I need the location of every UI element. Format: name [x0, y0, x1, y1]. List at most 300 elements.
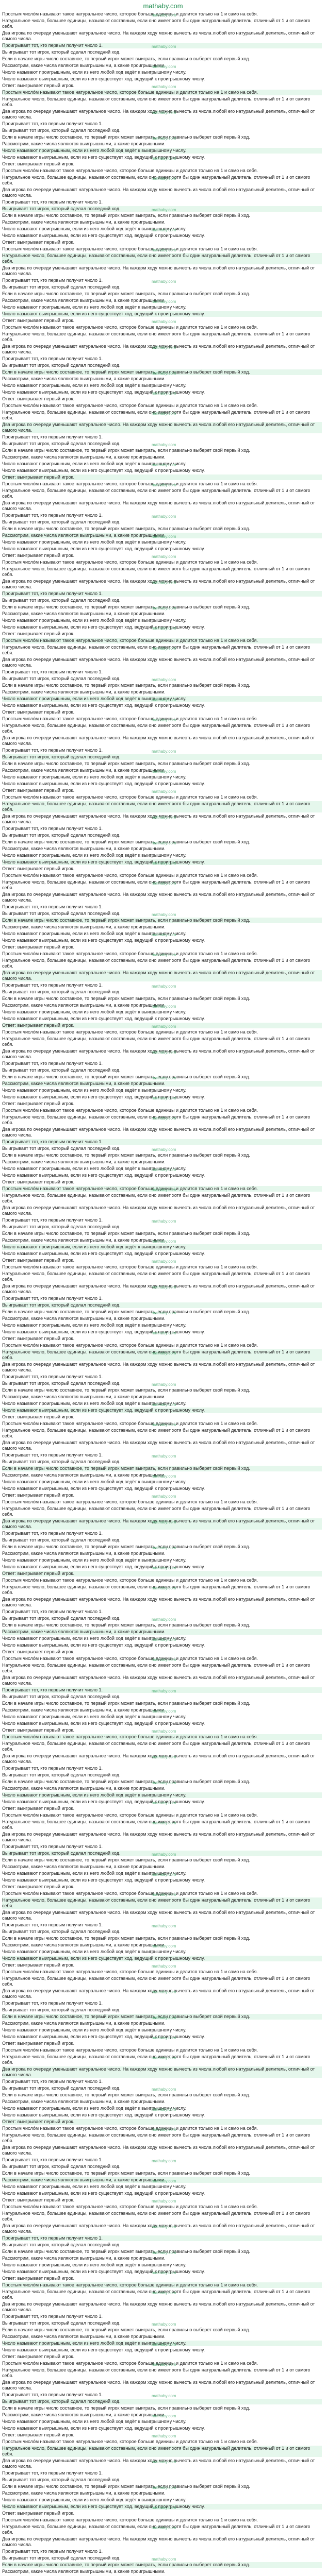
paragraph: Выигрывает тот игрок, который сделал последний ход.: [2, 2399, 322, 2404]
paragraph: Число называют проигрышным, если из него любой ход ведёт к выигрышному числу.: [2, 1557, 187, 1563]
paragraph: Натуральное число, большее единицы, называют составным, если оно имеет хотя бы один натуральный делитель, отличный от 1 и от самого себя.: [2, 566, 311, 577]
paragraph: Простым число́м называют такое натуральное число, которое больше единицы и делится только на 1 и само на себя.: [2, 1969, 258, 1974]
paragraph: Выигрывает тот игрок, который сделал последний ход. mathaby.com: [2, 206, 322, 212]
paragraph: Если в начале игры число составное, то первый игрок может выиграть, если правильно выберет свой первый ход.: [2, 996, 250, 1001]
paragraph: Простым число́м называют такое натуральное число, которое больше единицы и делится только на 1 и само на себя.: [2, 1578, 258, 1583]
paragraph: Ответ: выигрывает первый игрок.: [2, 631, 75, 636]
paragraph: Рассмотрим, какие числа являются выигрышными, а какие проигрышными.: [2, 2099, 166, 2104]
paragraph: Ответ: выигрывает первый игрок. mathaby.com: [2, 1727, 322, 1733]
paragraph: Выигрывает тот игрок, который сделал последний ход.: [2, 284, 121, 290]
paragraph: Натуральное число, большее единицы, называют составным, если оно имеет хотя бы один натуральный делитель, отличный от 1 и от самого себя.: [2, 1741, 311, 1752]
paragraph: Выигрывает тот игрок, который сделал последний ход.: [2, 1537, 121, 1543]
paragraph: Если в начале игры число составное, то первый игрок может выиграть, если правильно выберет свой первый ход.: [2, 1466, 322, 1471]
paragraph: Ответ: выигрывает первый игрок.: [2, 1571, 322, 1577]
paragraph: Ответ: выигрывает первый игрок.: [2, 1336, 75, 1341]
paragraph: Проигрывает тот, кто первым получит число 1.: [2, 1766, 103, 1771]
paragraph: Проигрывает тот, кто первым получит число 1.: [2, 591, 322, 597]
paragraph: Число называют проигрышным, если из него любой ход ведёт к выигрышному числу. mathaby.com: [2, 931, 322, 937]
paragraph: Натуральное число, большее единицы, называют составным, если оно имеет хотя бы один натуральный делитель, отличный от 1 и от самого себя.: [2, 2446, 322, 2457]
paragraph: Если в начале игры число составное, то первый игрок может выиграть, если правильно выберет свой первый ход.: [2, 213, 250, 218]
paragraph: Число называют проигрышным, если из него любой ход ведёт к выигрышному числу.: [2, 1792, 322, 1798]
paragraph: Число называют проигрышным, если из него любой ход ведёт к выигрышному числу.: [2, 1244, 322, 1250]
paragraph: Если в начале игры число составное, то первый игрок может выиграть, если правильно выберет свой первый ход.: [2, 1701, 250, 1706]
paragraph: Число называют выигрышным, если из него существует ход, ведущий к проигрышному числу. mathaby.com: [2, 155, 322, 160]
paragraph: Ответ: выигрывает первый игрок.: [2, 2276, 75, 2281]
paragraph: Рассмотрим, какие числа являются выигрышными, а какие проигрышными. mathaby.com: [2, 1942, 322, 1948]
paragraph: Число называют проигрышным, если из него любой ход ведёт к выигрышному числу.: [2, 383, 187, 388]
paragraph: Простым число́м называют такое натуральное число, которое больше единицы и делится только на 1 и само на себя.: [2, 1343, 258, 1348]
paragraph: Число называют проигрышным, если из него любой ход ведёт к выигрышному числу.: [2, 2184, 187, 2189]
paragraph: Простым число́м называют такое натуральное число, которое больше единицы и делится только на 1 и само на себя.: [2, 638, 322, 643]
paragraph: Выигрывает тот игрок, который сделал последний ход.: [2, 519, 121, 524]
paragraph: Натуральное число, большее единицы, называют составным, если оно имеет хотя бы один натуральный делитель, отличный от 1 и от самого себя.: [2, 1271, 311, 1282]
paragraph: Проигрывает тот, кто первым получит число 1. mathaby.com: [2, 513, 322, 518]
paragraph: Рассмотрим, какие числа являются выигрышными, а какие проигрышными.: [2, 1864, 166, 1869]
paragraph: Число называют проигрышным, если из него любой ход ведёт к выигрышному числу. mathaby.com: [2, 1401, 322, 1406]
paragraph: Простым число́м называют такое натуральное число, которое больше единицы и делится только на 1 и само на себя. mathaby.com: [2, 951, 322, 957]
paragraph: Если в начале игры число составное, то первый игрок может выиграть, если правильно выберет свой первый ход. mathaby.com: [2, 2484, 322, 2489]
paragraph: Ответ: выигрывает первый игрок.: [2, 161, 75, 166]
paragraph: Выигрывает тот игрок, который сделал последний ход.: [2, 1772, 121, 1777]
paragraph: Два игрока по очереди уменьшают натуральное число. На каждом ходу можно вычесть из числа любой его натуральный делитель, отличный от самого числа.: [2, 422, 322, 433]
paragraph: Число называют проигрышным, если из него любой ход ведёт к выигрышному числу. mathaby.com: [2, 1871, 322, 1876]
paragraph: Число называют выигрышным, если из него существует ход, ведущий к проигрышному числу.: [2, 2191, 205, 2196]
paragraph: Проигрывает тот, кто первым получит число 1.: [2, 1139, 322, 1145]
paragraph: Два игрока по очереди уменьшают натуральное число. На каждом ходу можно вычесть из числа любой его натуральный делитель, отличный от самого числа.: [2, 2536, 315, 2547]
paragraph: Натуральное число, большее единицы, называют составным, если оно имеет хотя бы один натуральный делитель, отличный от 1 и от самого себя.: [2, 1663, 311, 1673]
paragraph: Число называют выигрышным, если из него существует ход, ведущий к проигрышному числу.: [2, 1251, 205, 1256]
paragraph: Число называют выигрышным, если из него существует ход, ведущий к проигрышному числу.: [2, 546, 205, 551]
paragraph: Ответ: выигрывает первый игрок.: [2, 1649, 75, 1654]
paragraph: Два игрока по очереди уменьшают натуральное число. На каждом ходу можно вычесть из числа любой его натуральный делитель, отличный от самого числа. mathaby.com: [2, 109, 322, 120]
paragraph: Рассмотрим, какие числа являются выигрышными, а какие проигрышными.: [2, 1159, 166, 1164]
paragraph: Выигрывает тот игрок, который сделал последний ход. mathaby.com: [2, 1616, 322, 1621]
paragraph: Выигрывает тот игрок, который сделал последний ход.: [2, 2164, 121, 2169]
paragraph: Выигрывает тот игрок, который сделал последний ход.: [2, 2477, 121, 2482]
paragraph: Если в начале игры число составное, то первый игрок может выиграть, если правильно выберет свой первый ход.: [2, 1387, 250, 1393]
paragraph: Натуральное число, большее единицы, называют составным, если оно имеет хотя бы один натуральный делитель, отличный от 1 и от самого себя.: [2, 1506, 311, 1517]
paragraph: Число называют выигрышным, если из него существует ход, ведущий к проигрышному числу. mathaby.com: [2, 2034, 322, 2040]
paragraph: Выигрывает тот игрок, который сделал последний ход. mathaby.com: [2, 2086, 322, 2091]
paragraph: Натуральное число, большее единицы, называют составным, если оно имеет хотя бы один натуральный делитель, отличный от 1 и от самого себя. mathaby.com: [2, 1584, 322, 1596]
paragraph: Число называют выигрышным, если из него существует ход, ведущий к проигрышному числу. mathaby.com: [2, 389, 322, 395]
paragraph: Натуральное число, большее единицы, называют составным, если оно имеет хотя бы один натуральный делитель, отличный от 1 и от самого себя. mathaby.com: [2, 879, 322, 891]
paragraph: Ответ: выигрывает первый игрок. mathaby.com: [2, 1493, 322, 1498]
paragraph: Натуральное число, большее единицы, называют составным, если оно имеет хотя бы один натуральный делитель, отличный от 1 и от самого себя.: [2, 1036, 311, 1047]
paragraph: Простым число́м называют такое натуральное число, которое больше единицы и делится только на 1 и само на себя.: [2, 1734, 322, 1740]
paragraph: Проигрывает тот, кто первым получит число 1.: [2, 1531, 103, 1536]
paragraph: Число называют проигрышным, если из него любой ход ведёт к выигрышному числу. mathaby.com: [2, 696, 322, 702]
paragraph: Если в начале игры число составное, то первый игрок может выиграть, если правильно выберет свой первый ход. mathaby.com: [2, 1074, 322, 1080]
paragraph: Ответ: выигрывает первый игрок.: [2, 2511, 75, 2516]
paragraph: Число называют проигрышным, если из него любой ход ведёт к выигрышному числу.: [2, 304, 187, 310]
paragraph: Натуральное число, большее единицы, называют составным, если оно имеет хотя бы один натуральный делитель, отличный от 1 и от самого себя.: [2, 958, 311, 969]
paragraph: Два игрока по очереди уменьшают натуральное число. На каждом ходу можно вычесть из числа любой его натуральный делитель, отличный от самого числа.: [2, 1205, 315, 1216]
paragraph: Два игрока по очереди уменьшают натуральное число. На каждом ходу можно вычесть из числа любой его натуральный делитель, отличный от самого числа.: [2, 2066, 322, 2078]
paragraph: Натуральное число, большее единицы, называют составным, если оно имеет хотя бы один натуральный делитель, отличный от 1 и от самого себя.: [2, 96, 311, 107]
paragraph: Простым число́м называют такое натуральное число, которое больше единицы и делится только на 1 и само на себя.: [2, 2439, 258, 2444]
paragraph: Натуральное число, большее единицы, называют составным, если оно имеет хотя бы один натуральный делитель, отличный от 1 и от самого себя.: [2, 18, 311, 29]
paragraph: Натуральное число, большее единицы, называют составным, если оно имеет хотя бы один натуральный делитель, отличный от 1 и от самого себя.: [2, 1897, 322, 1909]
paragraph: Выигрывает тот игрок, который сделал последний ход. mathaby.com: [2, 911, 322, 917]
paragraph: Число называют выигрышным, если из него существует ход, ведущий к проигрышному числу. mathaby.com: [2, 1799, 322, 1805]
paragraph: Проигрывает тот, кто первым получит число 1.: [2, 826, 103, 831]
paragraph: Выигрывает тот игрок, который сделал последний ход. mathaby.com: [2, 1851, 322, 1856]
paragraph: Простым число́м называют такое натуральное число, которое больше единицы и делится только на 1 и само на себя.: [2, 1108, 258, 1113]
paragraph: Выигрывает тот игрок, который сделал последний ход.: [2, 1067, 121, 1073]
paragraph: Число называют проигрышным, если из него любой ход ведёт к выигрышному числу.: [2, 1949, 187, 1954]
paragraph: Проигрывает тот, кто первым получит число 1. mathaby.com: [2, 982, 322, 988]
paragraph: Рассмотрим, какие числа являются выигрышными, а какие проигрышными.: [2, 1786, 166, 1791]
paragraph: Выигрывает тот игрок, который сделал последний ход. mathaby.com: [2, 676, 322, 682]
paragraph: Два игрока по очереди уменьшают натуральное число. На каждом ходу можно вычесть из числа любой его натуральный делитель, отличный от самого числа.: [2, 1832, 315, 1842]
paragraph: Если в начале игры число составное, то первый игрок может выиграть, если правильно выберет свой первый ход. mathaby.com: [2, 369, 322, 375]
paragraph: Число называют проигрышным, если из него любой ход ведёт к выигрышному числу.: [2, 1714, 187, 1719]
paragraph: Два игрока по очереди уменьшают натуральное число. На каждом ходу можно вычесть из числа любой его натуральный делитель, отличный от самого числа. mathaby.com: [2, 2223, 322, 2234]
paragraph: Число называют проигрышным, если из него любой ход ведёт к выигрышному числу.: [2, 1009, 187, 1014]
paragraph: Выигрывает тот игрок, который сделал последний ход.: [2, 989, 121, 994]
paragraph: Число называют выигрышным, если из него существует ход, ведущий к проигрышному числу. mathaby.com: [2, 624, 322, 630]
paragraph: Рассмотрим, какие числа являются выигрышными, а какие проигрышными.: [2, 1629, 322, 1635]
paragraph: Ответ: выигрывает первый игрок. mathaby.com: [2, 2432, 322, 2438]
paragraph: Простым число́м называют такое натуральное число, которое больше единицы и делится только на 1 и само на себя. mathaby.com: [2, 716, 322, 722]
paragraph: Число называют выигрышным, если из него существует ход, ведущий к проигрышному числу.: [2, 703, 205, 708]
paragraph: Проигрывает тот, кто первым получит число 1.: [2, 904, 103, 909]
paragraph: Проигрывает тот, кто первым получит число 1. mathaby.com: [2, 748, 322, 753]
paragraph: Простым число́м называют такое натуральное число, которое больше единицы и делится только на 1 и само на себя. mathaby.com: [2, 481, 322, 487]
paragraph: Рассмотрим, какие числа являются выигрышными, а какие проигрышными.: [2, 1081, 322, 1087]
paragraph: Число называют проигрышным, если из него любой ход ведёт к выигрышному числу.: [2, 70, 187, 75]
paragraph: Простым число́м называют такое натуральное число, которое больше единицы и делится только на 1 и само на себя.: [2, 1029, 258, 1035]
paragraph: Если в начале игры число составное, то первый игрок может выиграть, если правильно выберет свой первый ход.: [2, 2562, 322, 2568]
paragraph: Проигрывает тот, кто первым получит число 1.: [2, 2235, 322, 2241]
paragraph: Натуральное число, большее единицы, называют составным, если оно имеет хотя бы один натуральный делитель, отличный от 1 и от самого себя.: [2, 2367, 311, 2378]
paragraph: Проигрывает тот, кто первым получит число 1.: [2, 2314, 103, 2319]
paragraph: Два игрока по очереди уменьшают натуральное число. На каждом ходу можно вычесть из числа любой его натуральный делитель, отличный от самого числа.: [2, 500, 315, 511]
paragraph: Два игрока по очереди уменьшают натуральное число. На каждом ходу можно вычесть из числа любой его натуральный делитель, отличный от самого числа.: [2, 657, 315, 668]
paragraph: Проигрывает тот, кто первым получит число 1.: [2, 121, 103, 126]
paragraph: Простым число́м называют такое натуральное число, которое больше единицы и делится только на 1 и само на себя. mathaby.com: [2, 1656, 322, 1662]
article-body: [2, 11, 322, 2576]
paragraph: Выигрывает тот игрок, который сделал последний ход.: [2, 49, 121, 55]
paragraph: Если в начале игры число составное, то первый игрок может выиграть, если правильно выберет свой первый ход.: [2, 291, 250, 296]
paragraph: Ответ: выигрывает первый игрок.: [2, 2354, 75, 2359]
paragraph: Рассмотрим, какие числа являются выигрышными, а какие проигрышными. mathaby.com: [2, 1003, 322, 1008]
paragraph: Выигрывает тот игрок, который сделал последний ход.: [2, 598, 121, 603]
paragraph: Проигрывает тот, кто первым получит число 1.: [2, 1844, 103, 1849]
paragraph: Простым число́м называют такое натуральное число, которое больше единицы и делится только на 1 и само на себя. mathaby.com: [2, 246, 322, 252]
paragraph: Два игрока по очереди уменьшают натуральное число. На каждом ходу можно вычесть из числа любой его натуральный делитель, отличный от самого числа. mathaby.com: [2, 1753, 322, 1765]
paragraph: Число называют выигрышным, если из него существует ход, ведущий к проигрышному числу. mathaby.com: [2, 1564, 322, 1570]
paragraph: Ответ: выигрывает первый игрок. mathaby.com: [2, 318, 322, 324]
paragraph: Простым число́м называют такое натуральное число, которое больше единицы и делится только на 1 и само на себя.: [2, 168, 258, 173]
paragraph: Натуральное число, большее единицы, называют составным, если оно имеет хотя бы один натуральный делитель, отличный от 1 и от самого себя.: [2, 2211, 311, 2222]
paragraph: Выигрывает тот игрок, который сделал последний ход.: [2, 754, 322, 760]
paragraph: Два игрока по очереди уменьшают натуральное число. На каждом ходу можно вычесть из числа любой его натуральный делитель, отличный от самого числа. mathaby.com: [2, 2458, 322, 2469]
paragraph: Проигрывает тот, кто первым получит число 1.: [2, 199, 103, 205]
paragraph: Если в начале игры число составное, то первый игрок может выиграть, если правильно выберет свой первый ход.: [2, 2405, 250, 2411]
paragraph: Число называют проигрышным, если из него любой ход ведёт к выигрышному числу. mathaby.com: [2, 2106, 322, 2111]
paragraph: Если в начале игры число составное, то первый игрок может выиграть, если правильно выберет свой первый ход. mathaby.com: [2, 1544, 322, 1550]
paragraph: Натуральное число, большее единицы, называют составным, если оно имеет хотя бы один натуральный делитель, отличный от 1 и от самого себя.: [2, 1193, 311, 1204]
paragraph: Два игрока по очереди уменьшают натуральное число. На каждом ходу можно вычесть из числа любой его натуральный делитель, отличный от самого числа.: [2, 1910, 315, 1921]
paragraph: Проигрывает тот, кто первым получит число 1.: [2, 434, 103, 439]
paragraph: Ответ: выигрывает первый игрок.: [2, 1884, 75, 1889]
paragraph: Рассмотрим, какие числа являются выигрышными, а какие проигрышными.: [2, 2490, 166, 2496]
paragraph: Число называют выигрышным, если из него существует ход, ведущий к проигрышному числу.: [2, 1486, 205, 1491]
paragraph: Рассмотрим, какие числа являются выигрышными, а какие проигрышными.: [2, 1316, 166, 1321]
paragraph: Простым число́м называют такое натуральное число, которое больше единицы и делится только на 1 и само на себя.: [2, 560, 258, 565]
paragraph: Натуральное число, большее единицы, называют составным, если оно имеет хотя бы один натуральный делитель, отличный от 1 и от самого себя. mathaby.com: [2, 1114, 322, 1126]
paragraph: Если в начале игры число составное, то первый игрок может выиграть, если правильно выберет свой первый ход.: [2, 1622, 250, 1628]
paragraph: Ответ: выигрывает первый игрок.: [2, 240, 75, 245]
paragraph: Число называют выигрышным, если из него существует ход, ведущий к проигрышному числу. mathaby.com: [2, 1329, 322, 1335]
paragraph: Проигрывает тот, кто первым получит число 1.: [2, 669, 103, 674]
paragraph: Число называют выигрышным, если из него существует ход, ведущий к проигрышному числу.: [2, 1173, 205, 1178]
paragraph: Число называют проигрышным, если из него любой ход ведёт к выигрышному числу. mathaby.com: [2, 226, 322, 232]
paragraph: Простым число́м называют такое натуральное число, которое больше единицы и делится только на 1 и само на себя.: [2, 90, 322, 95]
paragraph: Простым число́м называют такое натуральное число, которое больше единицы и делится только на 1 и само на себя.: [2, 2204, 258, 2209]
paragraph: Простым число́м называют такое натуральное число, которое больше единицы и делится только на 1 и само на себя. mathaby.com: [2, 1421, 322, 1427]
paragraph: Простым число́м называют такое натуральное число, которое больше единицы и делится только на 1 и само на себя.: [2, 873, 258, 878]
paragraph: Рассмотрим, какие числа являются выигрышными, а какие проигрышными. mathaby.com: [2, 768, 322, 773]
paragraph: Если в начале игры число составное, то первый игрок может выиграть, если правильно выберет свой первый ход. mathaby.com: [2, 2249, 322, 2255]
paragraph: Если в начале игры число составное, то первый игрок может выиграть, если правильно выберет свой первый ход.: [2, 761, 250, 766]
paragraph: Число называют выигрышным, если из него существует ход, ведущий к проигрышному числу. mathaby.com: [2, 859, 322, 865]
paragraph: Проигрывает тот, кто первым получит число 1. mathaby.com: [2, 2392, 322, 2398]
paragraph: Натуральное число, большее единицы, называют составным, если оно имеет хотя бы один натуральный делитель, отличный от 1 и от самого себя. mathaby.com: [2, 175, 322, 186]
paragraph: Два игрока по очереди уменьшают натуральное число. На каждом ходу можно вычесть из числа любой его натуральный делитель, отличный от самого числа.: [2, 1127, 315, 1138]
paragraph: Выигрывает тот игрок, который сделал последний ход.: [2, 2007, 121, 2012]
paragraph: Натуральное число, большее единицы, называют составным, если оно имеет хотя бы один натуральный делитель, отличный от 1 и от самого себя.: [2, 2132, 311, 2143]
paragraph: Простым число́м называют такое натуральное число, которое больше единицы и делится только на 1 и само на себя.: [2, 2282, 322, 2288]
paragraph: Проигрывает тот, кто первым получит число 1.: [2, 2549, 103, 2554]
paragraph: Выигрывает тот игрок, который сделал последний ход.: [2, 1694, 121, 1699]
paragraph: Проигрывает тот, кто первым получит число 1. mathaby.com: [2, 1687, 322, 1693]
paragraph: Натуральное число, большее единицы, называют составным, если оно имеет хотя бы один натуральный делитель, отличный от 1 и от самого себя.: [2, 488, 311, 499]
paragraph: Ответ: выигрывает первый игрок.: [2, 1101, 75, 1106]
paragraph: Если в начале игры число составное, то первый игрок может выиграть, если правильно выберет свой первый ход.: [2, 448, 250, 453]
paragraph: Рассмотрим, какие числа являются выигрышными, а какие проигрышными.: [2, 219, 166, 225]
paragraph: Число называют проигрышным, если из него любой ход ведёт к выигрышному числу. mathaby.com: [2, 461, 322, 467]
paragraph: Простым число́м называют такое натуральное число, которое больше единицы и делится только на 1 и само на себя. mathaby.com: [2, 2126, 322, 2131]
paragraph: Натуральное число, большее единицы, называют составным, если оно имеет хотя бы один натуральный делитель, отличный от 1 и от самого себя. mathaby.com: [2, 645, 322, 656]
paragraph: Число называют выигрышным, если из него существует ход, ведущий к проигрышному числу.: [2, 1408, 322, 1413]
paragraph: Ответ: выигрывает первый игрок.: [2, 1179, 75, 1184]
paragraph: Рассмотрим, какие числа являются выигрышными, а какие проигрышными. mathaby.com: [2, 1238, 322, 1243]
paragraph: Два игрока по очереди уменьшают натуральное число. На каждом ходу можно вычесть из числа любой его натуральный делитель, отличный от самого числа. mathaby.com: [2, 344, 322, 355]
paragraph: Два игрока по очереди уменьшают натуральное число. На каждом ходу можно вычесть из числа любой его натуральный делитель, отличный от самого числа.: [2, 30, 315, 41]
paragraph: Натуральное число, большее единицы, называют составным, если оно имеет хотя бы один натуральный делитель, отличный от 1 и от самого себя. mathaby.com: [2, 1819, 322, 1831]
paragraph: Если в начале игры число составное, то первый игрок может выиграть, если правильно выберет свой первый ход.: [2, 2171, 250, 2176]
paragraph: Натуральное число, большее единицы, называют составным, если оно имеет хотя бы один натуральный делитель, отличный от 1 и от самого себя. mathaby.com: [2, 2524, 322, 2535]
paragraph: Число называют проигрышным, если из него любой ход ведёт к выигрышному числу.: [2, 618, 187, 623]
paragraph: Простым число́м называют такое натуральное число, которое больше единицы и делится только на 1 и само на себя. mathaby.com: [2, 2361, 322, 2366]
paragraph: Проигрывает тот, кто первым получит число 1. mathaby.com: [2, 278, 322, 283]
paragraph: Рассмотрим, какие числа являются выигрышными, а какие проигрышными.: [2, 2569, 166, 2574]
paragraph: Рассмотрим, какие числа являются выигрышными, а какие проигрышными. mathaby.com: [2, 1472, 322, 1478]
paragraph: Проигрывает тот, кто первым получит число 1. mathaby.com: [2, 2157, 322, 2163]
paragraph: Если в начале игры число составное, то первый игрок может выиграть, если правильно выберет свой первый ход.: [2, 683, 250, 688]
paragraph: Если в начале игры число составное, то первый игрок может выиграть, если правильно выберет свой первый ход.: [2, 56, 250, 61]
paragraph: Если в начале игры число составное, то первый игрок может выиграть, если правильно выберет свой первый ход. mathaby.com: [2, 604, 322, 610]
paragraph: Рассмотрим, какие числа являются выигрышными, а какие проигрышными. mathaby.com: [2, 2177, 322, 2183]
paragraph: Число называют проигрышным, если из него любой ход ведёт к выигрышному числу.: [2, 1088, 187, 1093]
paragraph: Ответ: выигрывает первый игрок. mathaby.com: [2, 83, 322, 89]
paragraph: Рассмотрим, какие числа являются выигрышными, а какие проигрышными.: [2, 2021, 166, 2026]
paragraph: Проигрывает тот, кто первым получит число 1.: [2, 2079, 103, 2084]
paragraph: Простым число́м называют такое натуральное число, которое больше единицы и делится только на 1 и само на себя. mathaby.com: [2, 1186, 322, 1192]
paragraph: Рассмотрим, какие числа являются выигрышными, а какие проигрышными.: [2, 376, 166, 381]
paragraph: Проигрывает тот, кто первым получит число 1.: [2, 356, 103, 361]
paragraph: Два игрока по очереди уменьшают натуральное число. На каждом ходу можно вычесть из числа любой его натуральный делитель, отличный от самого числа. mathaby.com: [2, 1518, 322, 1530]
paragraph: Натуральное число, большее единицы, называют составным, если оно имеет хотя бы один натуральный делитель, отличный от 1 и от самого себя.: [2, 1976, 311, 1987]
paragraph: Ответ: выигрывает первый игрок.: [2, 2041, 75, 2046]
paragraph: Если в начале игры число составное, то первый игрок может выиграть, если правильно выберет свой первый ход.: [2, 1936, 250, 1941]
paragraph: Проигрывает тот, кто первым получит число 1.: [2, 1374, 103, 1379]
paragraph: Число называют выигрышным, если из него существует ход, ведущий к проигрышному числу.: [2, 1956, 322, 1961]
paragraph: Выигрывает тот игрок, который сделал последний ход. mathaby.com: [2, 1381, 322, 1386]
paragraph: Рассмотрим, какие числа являются выигрышными, а какие проигрышными.: [2, 2334, 166, 2339]
paragraph: Два игрока по очереди уменьшают натуральное число. На каждом ходу можно вычесть из числа любой его натуральный делитель, отличный от самого числа. mathaby.com: [2, 579, 322, 590]
paragraph: Простым число́м называют такое натуральное число, которое больше единицы и делится только на 1 и само на себя.: [2, 1264, 258, 1269]
paragraph: Число называют выигрышным, если из него существует ход, ведущий к проигрышному числу.: [2, 1877, 205, 1883]
paragraph: Два игрока по очереди уменьшают натуральное число. На каждом ходу можно вычесть из числа любой его натуральный делитель, отличный от самого числа.: [2, 970, 322, 981]
paragraph: Число называют проигрышным, если из него любой ход ведёт к выигрышному числу.: [2, 1323, 187, 1328]
paragraph: Натуральное число, большее единицы, называют составным, если оно имеет хотя бы один натуральный делитель, отличный от 1 и от самого себя.: [2, 723, 311, 734]
paragraph: Рассмотрим, какие числа являются выигрышными, а какие проигрышными.: [2, 141, 166, 146]
paragraph: Ответ: выигрывает первый игрок. mathaby.com: [2, 553, 322, 558]
paragraph: Два игрока по очереди уменьшают натуральное число. На каждом ходу можно вычесть из числа любой его натуральный делитель, отличный от самого числа. mathaby.com: [2, 1283, 322, 1295]
paragraph: Число называют выигрышным, если из него существует ход, ведущий к проигрышному числу.: [2, 1016, 205, 1021]
paragraph: Число называют проигрышным, если из него любой ход ведёт к выигрышному числу.: [2, 774, 187, 779]
paragraph: Рассмотрим, какие числа являются выигрышными, а какие проигрышными.: [2, 2256, 166, 2261]
paragraph: Если в начале игры число составное, то первый игрок может выиграть, если правильно выберет свой первый ход.: [2, 918, 322, 923]
paragraph: Выигрывает тот игрок, который сделал последний ход.: [2, 2242, 121, 2247]
paragraph: Ответ: выигрывает первый игрок.: [2, 2119, 322, 2125]
paragraph: Если в начале игры число составное, то первый игрок может выиграть, если правильно выберет свой первый ход.: [2, 1857, 250, 1862]
paragraph: Натуральное число, большее единицы, называют составным, если оно имеет хотя бы один натуральный делитель, отличный от 1 и от самого себя.: [2, 1428, 311, 1438]
paragraph: Выигрывает тот игрок, который сделал последний ход.: [2, 833, 121, 838]
paragraph: Проигрывает тот, кто первым получит число 1.: [2, 2470, 103, 2476]
paragraph: Два игрока по очереди уменьшают натуральное число. На каждом ходу можно вычесть из числа любой его натуральный делитель, отличный от самого числа.: [2, 2145, 315, 2156]
paragraph: Выигрывает тот игрок, который сделал последний ход. mathaby.com: [2, 1146, 322, 1151]
paragraph: Ответ: выигрывает первый игрок.: [2, 396, 75, 401]
paragraph: Ответ: выигрывает первый игрок.: [2, 1414, 75, 1419]
paragraph: Число называют выигрышным, если из него существует ход, ведущий к проигрышному числу.: [2, 468, 205, 473]
paragraph: Если в начале игры число составное, то первый игрок может выиграть, если правильно выберет свой первый ход. mathaby.com: [2, 839, 322, 845]
paragraph: Простым число́м называют такое натуральное число, которое больше единицы и делится только на 1 и само на себя.: [2, 403, 258, 408]
paragraph: Если в начале игры число составное, то первый игрок может выиграть, если правильно выберет свой первый ход.: [2, 2327, 250, 2332]
paragraph: Ответ: выигрывает первый игрок. mathaby.com: [2, 2197, 322, 2203]
paragraph: Проигрывает тот, кто первым получит число 1. mathaby.com: [2, 1922, 322, 1928]
paragraph: Выигрывает тот игрок, который сделал последний ход.: [2, 1459, 121, 1464]
site-title[interactable]: mathaby.com: [143, 2, 183, 10]
paragraph: Проигрывает тот, кто первым получит число 1. mathaby.com: [2, 1452, 322, 1458]
paragraph: Простым число́м называют такое натуральное число, которое больше единицы и делится только на 1 и само на себя.: [2, 325, 258, 330]
paragraph: Число называют выигрышным, если из него существует ход, ведущий к проигрышному числу.: [2, 2347, 205, 2352]
paragraph: Два игрока по очереди уменьшают натуральное число. На каждом ходу можно вычесть из числа любой его натуральный делитель, отличный от самого числа.: [2, 187, 315, 198]
paragraph: Выигрывает тот игрок, который сделал последний ход.: [2, 1224, 121, 1229]
paragraph: Если в начале игры число составное, то первый игрок может выиграть, если правильно выберет свой первый ход. mathaby.com: [2, 134, 322, 140]
paragraph: Если в начале игры число составное, то первый игрок может выиграть, если правильно выберет свой первый ход. mathaby.com: [2, 1309, 322, 1315]
paragraph: Выигрывает тот игрок, который сделал последний ход.: [2, 128, 121, 133]
paragraph: Проигрывает тот, кто первым получит число 1.: [2, 2001, 103, 2006]
paragraph: Число называют выигрышным, если из него существует ход, ведущий к проигрышному числу.: [2, 781, 205, 786]
paragraph: Выигрывает тот игрок, который сделал последний ход.: [2, 363, 121, 368]
paragraph: Два игрока по очереди уменьшают натуральное число. На каждом ходу можно вычесть из числа любой его натуральный делитель, отличный от самого числа.: [2, 1675, 315, 1686]
paragraph: Число называют выигрышным, если из него существует ход, ведущий к проигрышному числу.: [2, 76, 205, 81]
paragraph: Два игрока по очереди уменьшают натуральное число. На каждом ходу можно вычесть из числа любой его натуральный делитель, отличный от самого числа.: [2, 1440, 315, 1451]
paragraph: Число называют проигрышным, если из него любой ход ведёт к выигрышному числу.: [2, 148, 322, 154]
paragraph: Натуральное число, большее единицы, называют составным, если оно имеет хотя бы один натуральный делитель, отличный от 1 и от самого себя. mathaby.com: [2, 2289, 322, 2300]
paragraph: Число называют проигрышным, если из него любой ход ведёт к выигрышному числу. mathaby.com: [2, 1636, 322, 1641]
paragraph: Два игрока по очереди уменьшают натуральное число. На каждом ходу можно вычесть из числа любой его натуральный делитель, отличный от самого числа.: [2, 1362, 315, 1372]
paragraph: Рассмотрим, какие числа являются выигрышными, а какие проигрышными.: [2, 1394, 166, 1399]
paragraph: Число называют проигрышным, если из него любой ход ведёт к выигрышному числу.: [2, 2419, 187, 2424]
paragraph: Ответ: выигрывает первый игрок.: [2, 474, 322, 480]
paragraph: Если в начале игры число составное, то первый игрок может выиграть, если правильно выберет свой первый ход.: [2, 2092, 250, 2097]
paragraph: Число называют выигрышным, если из него существует ход, ведущий к проигрышному числу.: [2, 1642, 205, 1648]
paragraph: Выигрывает тот игрок, который сделал последний ход. mathaby.com: [2, 2555, 322, 2561]
paragraph: Два игрока по очереди уменьшают натуральное число. На каждом ходу можно вычесть из числа любой его натуральный делитель, отличный от самого числа.: [2, 1597, 315, 1607]
paragraph: Число называют проигрышным, если из него любой ход ведёт к выигрышному числу.: [2, 2497, 187, 2502]
paragraph: Выигрывает тот игрок, который сделал последний ход. mathaby.com: [2, 441, 322, 447]
paragraph: Ответ: выигрывает первый игрок. mathaby.com: [2, 1023, 322, 1028]
paragraph: Ответ: выигрывает первый игрок.: [2, 944, 75, 950]
paragraph: Натуральное число, большее единицы, называют составным, если оно имеет хотя бы один натуральный делитель, отличный от 1 и от самого себя. mathaby.com: [2, 2054, 322, 2065]
paragraph: Рассмотрим, какие числа являются выигрышными, а какие проигрышными.: [2, 611, 166, 616]
paragraph: Два игрока по очереди уменьшают натуральное число. На каждом ходу можно вычесть из числа любой его натуральный делитель, отличный от самого числа.: [2, 2301, 315, 2312]
paragraph: Натуральное число, большее единицы, называют составным, если оно имеет хотя бы один натуральный делитель, отличный от 1 и от самого себя. mathaby.com: [2, 1349, 322, 1361]
paragraph: Простым число́м называют такое натуральное число, которое больше единицы и делится только на 1 и само на себя. mathaby.com: [2, 11, 322, 17]
paragraph: Ответ: выигрывает первый игрок. mathaby.com: [2, 788, 322, 793]
paragraph: Два игрока по очереди уменьшают натуральное число. На каждом ходу можно вычесть из числа любой его натуральный делитель, отличный от самого числа. mathaby.com: [2, 1048, 322, 1060]
paragraph: Число называют проигрышным, если из него любой ход ведёт к выигрышному числу. mathaby.com: [2, 1166, 322, 1172]
paragraph: Проигрывает тот, кто первым получит число 1.: [2, 1609, 103, 1614]
paragraph: Простым число́м называют такое натуральное число, которое больше единицы и делится только на 1 и само на себя. mathaby.com: [2, 1891, 322, 1896]
paragraph: Если в начале игры число составное, то первый игрок может выиграть, если правильно выберет свой первый ход.: [2, 526, 250, 531]
paragraph: Ответ: выигрывает первый игрок.: [2, 866, 75, 871]
paragraph: Простым число́м называют такое натуральное число, которое больше единицы и делится только на 1 и само на себя.: [2, 794, 258, 800]
paragraph: Натуральное число, большее единицы, называют составным, если оно имеет хотя бы один натуральный делитель, отличный от 1 и от самого себя. mathaby.com: [2, 410, 322, 421]
paragraph: Простым число́м называют такое натуральное число, которое больше единицы и делится только на 1 и само на себя.: [2, 1812, 258, 1818]
paragraph: Два игрока по очереди уменьшают натуральное число. На каждом ходу можно вычесть из числа любой его натуральный делитель, отличный от самого числа.: [2, 2380, 315, 2391]
paragraph: Число называют проигрышным, если из него любой ход ведёт к выигрышному числу.: [2, 2262, 187, 2267]
paragraph: Если в начале игры число составное, то первый игрок может выиграть, если правильно выберет свой первый ход.: [2, 1153, 250, 1158]
paragraph: Рассмотрим, какие числа являются выигрышными, а какие проигрышными.: [2, 454, 166, 460]
paragraph: Выигрывает тот игрок, который сделал последний ход. mathaby.com: [2, 2320, 322, 2326]
paragraph: Выигрывает тот игрок, который сделал последний ход.: [2, 1929, 121, 1934]
paragraph: Ответ: выигрывает первый игрок.: [2, 709, 75, 715]
paragraph: Если в начале игры число составное, то первый игрок может выиграть, если правильно выберет свой первый ход. mathaby.com: [2, 2014, 322, 2020]
paragraph: Простым число́м называют такое натуральное число, которое больше единицы и делится только на 1 и само на себя.: [2, 2517, 258, 2522]
paragraph: Два игрока по очереди уменьшают натуральное число. На каждом ходу можно вычесть из числа любой его натуральный делитель, отличный от самого числа.: [2, 265, 315, 276]
paragraph: Рассмотрим, какие числа являются выигрышными, а какие проигрышными.: [2, 1551, 166, 1556]
paragraph: Простым число́м называют такое натуральное число, которое больше единицы и делится только на 1 и само на себя.: [2, 2047, 258, 2053]
paragraph: Ответ: выигрывает первый игрок.: [2, 1806, 75, 1811]
paragraph: Рассмотрим, какие числа являются выигрышными, а какие проигрышными. mathaby.com: [2, 1707, 322, 1713]
paragraph: Проигрывает тот, кто первым получит число 1. mathaby.com: [2, 1217, 322, 1223]
paragraph: Натуральное число, большее единицы, называют составным, если оно имеет хотя бы один натуральный делитель, отличный от 1 и от самого себя.: [2, 801, 322, 812]
paragraph: Ответ: выигрывает первый игрок. mathaby.com: [2, 1258, 322, 1263]
paragraph: Натуральное число, большее единицы, называют составным, если оно имеет хотя бы один натуральный делитель, отличный от 1 и от самого себя.: [2, 331, 311, 342]
paragraph: Рассмотрим, какие числа являются выигрышными, а какие проигрышными. mathaby.com: [2, 533, 322, 538]
paragraph: Рассмотрим, какие числа являются выигрышными, а какие проигрышными. mathaby.com: [2, 63, 322, 69]
paragraph: Число называют выигрышным, если из него существует ход, ведущий к проигрышному числу. mathaby.com: [2, 2504, 322, 2510]
paragraph: Два игрока по очереди уменьшают натуральное число. На каждом ходу можно вычесть из числа любой его натуральный делитель, отличный от самого числа.: [2, 735, 315, 746]
paragraph: Выигрывает тот игрок, который сделал последний ход.: [2, 1302, 322, 1308]
